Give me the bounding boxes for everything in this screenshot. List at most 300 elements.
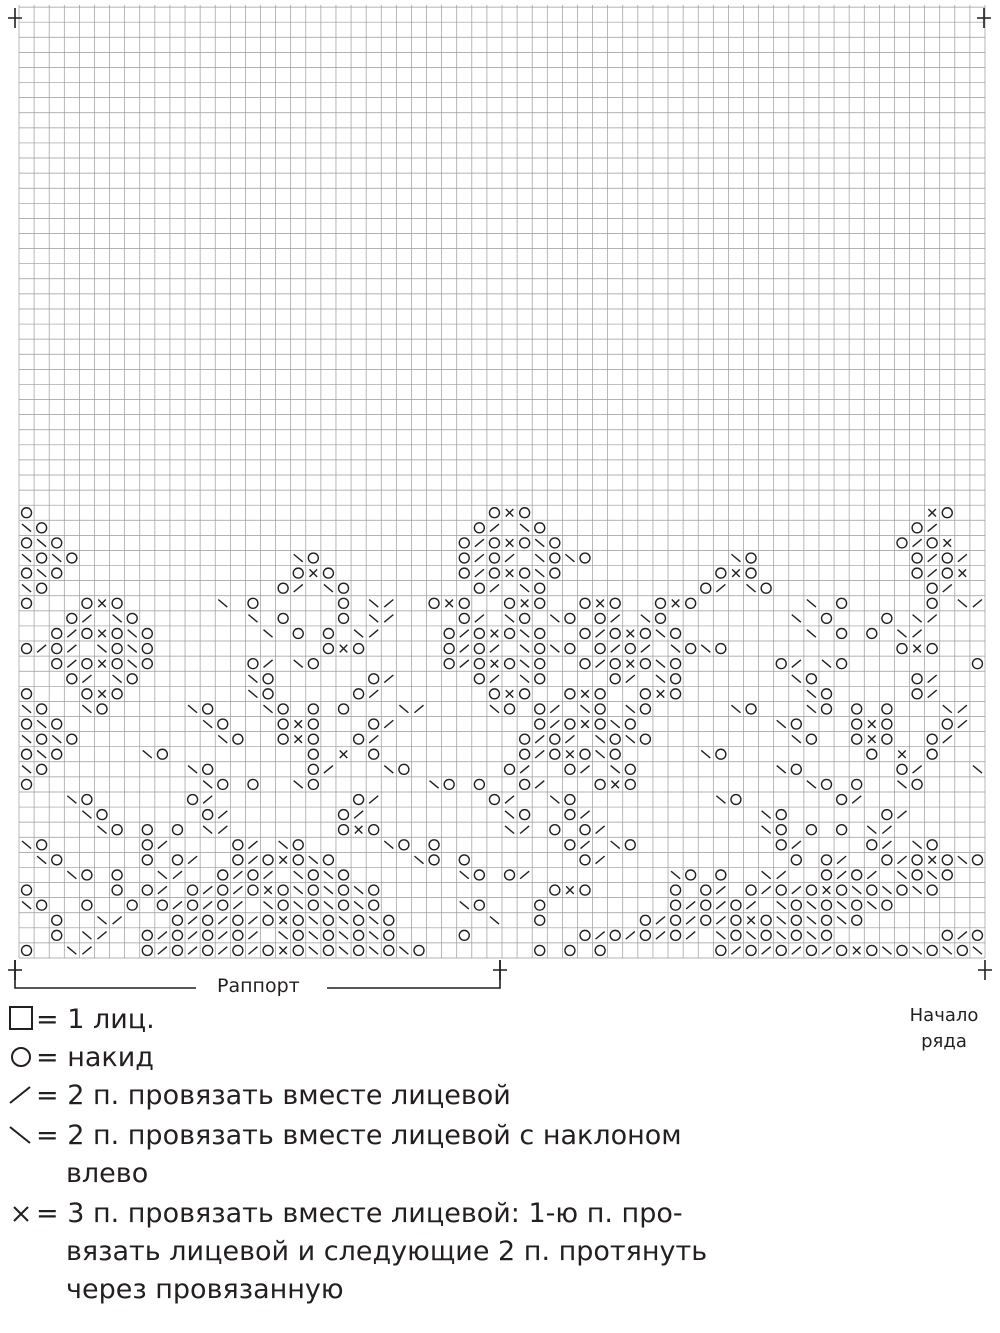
k2tog-left-mark bbox=[188, 766, 197, 774]
k2tog-left-mark bbox=[128, 630, 137, 638]
k3tog-mark bbox=[264, 886, 272, 894]
k2tog-mark bbox=[384, 720, 393, 728]
yarn-over-mark bbox=[323, 855, 333, 865]
k2tog-left-mark bbox=[913, 841, 922, 849]
k2tog-mark bbox=[882, 826, 891, 834]
k2tog-mark bbox=[67, 660, 76, 668]
k2tog-mark bbox=[837, 871, 846, 879]
k2tog-left-mark bbox=[414, 856, 423, 864]
yarn-over-mark bbox=[565, 689, 575, 699]
yarn-over-mark bbox=[218, 900, 228, 910]
yarn-over-mark bbox=[535, 945, 545, 955]
k3tog-mark bbox=[279, 916, 287, 924]
yarn-over-mark bbox=[716, 568, 726, 578]
yarn-over-mark bbox=[927, 945, 937, 955]
legend-text-x: = 3 п. провязать вместе лицевой: 1-ю п. про- bbox=[36, 1198, 683, 1229]
yarn-over-mark bbox=[429, 598, 439, 608]
yarn-over-mark bbox=[852, 704, 862, 714]
k2tog-left-mark bbox=[777, 916, 786, 924]
yarn-over-mark bbox=[822, 915, 832, 925]
yarn-over-mark bbox=[112, 885, 122, 895]
yarn-over-mark bbox=[142, 659, 152, 669]
rapport-label: Раппорт bbox=[217, 975, 300, 997]
yarn-over-mark bbox=[806, 825, 816, 835]
k2tog-left-mark bbox=[97, 916, 106, 924]
k2tog-left-mark bbox=[958, 600, 967, 608]
k2tog-mark bbox=[490, 675, 499, 683]
k2tog-mark bbox=[611, 645, 620, 653]
k3tog-mark bbox=[868, 720, 876, 728]
k2tog-left-mark bbox=[656, 675, 665, 683]
k2tog-mark bbox=[716, 901, 725, 909]
yarn-over-mark bbox=[565, 840, 575, 850]
yarn-over-mark bbox=[127, 613, 137, 623]
yarn-over-mark bbox=[308, 719, 318, 729]
yarn-over-mark bbox=[444, 659, 454, 669]
yarn-over-mark bbox=[897, 885, 907, 895]
k2tog-left-mark bbox=[128, 645, 137, 653]
yarn-over-mark bbox=[142, 825, 152, 835]
k2tog-mark bbox=[882, 841, 891, 849]
k2tog-left-mark bbox=[777, 901, 786, 909]
yarn-over-mark bbox=[640, 930, 650, 940]
yarn-over-mark bbox=[610, 659, 620, 669]
k2tog-mark bbox=[475, 539, 484, 547]
yarn-over-mark bbox=[535, 719, 545, 729]
yarn-over-mark bbox=[142, 629, 152, 639]
yarn-over-mark bbox=[852, 734, 862, 744]
yarn-over-mark bbox=[942, 719, 952, 729]
k2tog-mark bbox=[958, 720, 967, 728]
yarn-over-mark bbox=[580, 825, 590, 835]
k2tog-left-mark bbox=[22, 841, 31, 849]
yarn-over-mark bbox=[610, 749, 620, 759]
yarn-over-mark bbox=[369, 825, 379, 835]
k2tog-left-mark bbox=[67, 871, 76, 879]
yarn-over-mark bbox=[142, 930, 152, 940]
yarn-over-mark bbox=[580, 629, 590, 639]
k2tog-left-mark bbox=[309, 932, 318, 940]
k2tog-left-mark bbox=[324, 901, 333, 909]
yarn-over-mark bbox=[263, 674, 273, 684]
yarn-over-mark bbox=[897, 644, 907, 654]
k2tog-mark bbox=[596, 932, 605, 940]
yarn-over-mark bbox=[912, 523, 922, 533]
k2tog-mark bbox=[460, 645, 469, 653]
k2tog-mark bbox=[550, 720, 559, 728]
yarn-over-mark bbox=[459, 538, 469, 548]
k2tog-mark bbox=[716, 886, 725, 894]
yarn-over-mark bbox=[459, 930, 469, 940]
yarn-over-mark bbox=[912, 568, 922, 578]
k2tog-mark bbox=[716, 584, 725, 592]
k2tog-mark bbox=[158, 932, 167, 940]
yarn-over-mark bbox=[52, 644, 62, 654]
k2tog-left-mark bbox=[294, 871, 303, 879]
yarn-over-mark bbox=[52, 855, 62, 865]
k2tog-mark bbox=[792, 886, 801, 894]
yarn-over-mark bbox=[429, 855, 439, 865]
yarn-over-mark bbox=[746, 568, 756, 578]
yarn-over-mark bbox=[671, 900, 681, 910]
yarn-over-mark bbox=[369, 749, 379, 759]
legend-circle bbox=[8, 1039, 154, 1077]
k2tog-left-mark bbox=[309, 947, 318, 955]
k3tog-mark bbox=[913, 645, 921, 653]
yarn-over-mark bbox=[278, 719, 288, 729]
k2tog-mark bbox=[248, 947, 257, 955]
yarn-over-mark bbox=[188, 795, 198, 805]
k2tog-left-mark bbox=[113, 675, 122, 683]
k2tog-mark bbox=[580, 766, 589, 774]
k2tog-mark bbox=[897, 856, 906, 864]
yarn-over-mark bbox=[520, 749, 530, 759]
yarn-over-mark bbox=[852, 719, 862, 729]
k3tog-mark bbox=[823, 886, 831, 894]
yarn-over-mark bbox=[942, 930, 952, 940]
yarn-over-mark bbox=[474, 674, 484, 684]
k2tog-left-mark bbox=[113, 615, 122, 623]
yarn-over-mark bbox=[112, 825, 122, 835]
legend-text-circle: = накид bbox=[36, 1042, 154, 1073]
k2tog-left-mark bbox=[837, 916, 846, 924]
k2tog-left-mark bbox=[807, 600, 816, 608]
k2tog-left-mark bbox=[520, 645, 529, 653]
k2tog-left-mark bbox=[324, 886, 333, 894]
yarn-over-mark bbox=[52, 659, 62, 669]
yarn-over-mark bbox=[37, 764, 47, 774]
k2tog-mark bbox=[686, 932, 695, 940]
yarn-over-mark bbox=[882, 719, 892, 729]
yarn-over-mark bbox=[882, 810, 892, 820]
yarn-over-mark bbox=[203, 704, 213, 714]
k2tog-mark bbox=[792, 660, 801, 668]
yarn-over-mark bbox=[82, 598, 92, 608]
k2tog-left-mark bbox=[264, 901, 273, 909]
yarn-over-mark bbox=[22, 598, 32, 608]
chart-grid bbox=[19, 5, 985, 958]
k2tog-left-mark bbox=[822, 660, 831, 668]
k3tog-mark bbox=[355, 826, 363, 834]
k2tog-mark bbox=[264, 660, 273, 668]
yarn-over-mark bbox=[474, 644, 484, 654]
yarn-over-mark bbox=[233, 855, 243, 865]
k2tog-mark bbox=[218, 811, 227, 819]
k3tog-mark bbox=[340, 645, 348, 653]
k2tog-left-mark bbox=[67, 947, 76, 955]
k2tog-mark bbox=[837, 856, 846, 864]
k2tog-left-mark bbox=[852, 886, 861, 894]
yarn-over-mark bbox=[580, 930, 590, 940]
k2tog-left-mark bbox=[369, 947, 378, 955]
slash-icon bbox=[8, 1081, 34, 1107]
yarn-over-mark bbox=[203, 810, 213, 820]
yarn-over-mark bbox=[308, 779, 318, 789]
yarn-over-mark bbox=[248, 779, 258, 789]
yarn-over-mark bbox=[580, 553, 590, 563]
k2tog-left-mark bbox=[37, 569, 46, 577]
k2tog-left-mark bbox=[520, 584, 529, 592]
yarn-over-mark bbox=[489, 568, 499, 578]
yarn-over-mark bbox=[323, 930, 333, 940]
yarn-over-mark bbox=[822, 779, 832, 789]
yarn-over-mark bbox=[535, 598, 545, 608]
yarn-over-mark bbox=[972, 659, 982, 669]
yarn-over-mark bbox=[459, 568, 469, 578]
yarn-over-mark bbox=[278, 613, 288, 623]
yarn-over-mark bbox=[173, 930, 183, 940]
k2tog-mark bbox=[490, 524, 499, 532]
yarn-over-mark bbox=[942, 855, 952, 865]
yarn-over-mark bbox=[278, 885, 288, 895]
yarn-over-mark bbox=[354, 795, 364, 805]
yarn-over-mark bbox=[535, 674, 545, 684]
yarn-over-mark bbox=[927, 885, 937, 895]
k2tog-mark bbox=[747, 901, 756, 909]
yarn-over-mark bbox=[263, 915, 273, 925]
yarn-over-mark bbox=[278, 734, 288, 744]
k2tog-left-mark bbox=[279, 932, 288, 940]
k2tog-left-mark bbox=[973, 947, 982, 955]
k2tog-left-mark bbox=[384, 841, 393, 849]
legend-slash bbox=[8, 1077, 511, 1115]
yarn-over-mark bbox=[701, 900, 711, 910]
k2tog-mark bbox=[852, 796, 861, 804]
yarn-over-mark bbox=[565, 945, 575, 955]
yarn-over-mark bbox=[323, 644, 333, 654]
yarn-over-mark bbox=[218, 779, 228, 789]
yarn-over-mark bbox=[565, 810, 575, 820]
k2tog-mark bbox=[596, 660, 605, 668]
yarn-over-mark bbox=[22, 749, 32, 759]
yarn-over-mark bbox=[52, 719, 62, 729]
yarn-over-mark bbox=[142, 855, 152, 865]
k2tog-left-mark bbox=[777, 720, 786, 728]
yarn-over-mark bbox=[625, 840, 635, 850]
yarn-over-mark bbox=[474, 629, 484, 639]
k3tog-mark bbox=[596, 600, 604, 608]
yarn-over-mark bbox=[369, 719, 379, 729]
yarn-over-mark bbox=[339, 583, 349, 593]
yarn-over-mark bbox=[927, 598, 937, 608]
yarn-over-mark bbox=[837, 825, 847, 835]
yarn-over-mark bbox=[263, 945, 273, 955]
yarn-over-mark bbox=[429, 840, 439, 850]
yarn-over-mark bbox=[37, 900, 47, 910]
yarn-over-mark bbox=[248, 885, 258, 895]
yarn-over-mark bbox=[459, 553, 469, 563]
yarn-over-mark bbox=[746, 553, 756, 563]
yarn-over-mark bbox=[867, 749, 877, 759]
k2tog-left-mark bbox=[264, 630, 273, 638]
yarn-over-mark bbox=[716, 945, 726, 955]
yarn-over-mark bbox=[595, 613, 605, 623]
yarn-over-mark bbox=[912, 689, 922, 699]
k2tog-left-mark bbox=[203, 720, 212, 728]
yarn-over-mark bbox=[867, 885, 877, 895]
yarn-over-mark bbox=[82, 659, 92, 669]
k2tog-mark bbox=[913, 766, 922, 774]
k3tog-mark bbox=[491, 630, 499, 638]
k3tog-mark bbox=[506, 690, 514, 698]
yarn-over-mark bbox=[520, 779, 530, 789]
yarn-over-mark bbox=[369, 900, 379, 910]
k2tog-mark bbox=[505, 796, 514, 804]
k2tog-left-mark bbox=[671, 871, 680, 879]
yarn-over-mark bbox=[52, 930, 62, 940]
k2tog-left-mark bbox=[203, 781, 212, 789]
yarn-over-mark bbox=[520, 508, 530, 518]
yarn-over-mark bbox=[882, 704, 892, 714]
k2tog-left-mark bbox=[913, 947, 922, 955]
yarn-over-mark bbox=[308, 749, 318, 759]
k2tog-mark bbox=[188, 856, 197, 864]
k2tog-left-mark bbox=[82, 811, 91, 819]
yarn-over-mark bbox=[837, 795, 847, 805]
yarn-over-mark bbox=[489, 689, 499, 699]
k2tog-left-mark bbox=[339, 932, 348, 940]
yarn-over-mark bbox=[142, 945, 152, 955]
yarn-over-mark bbox=[912, 674, 922, 684]
yarn-over-mark bbox=[22, 538, 32, 548]
yarn-over-mark bbox=[882, 900, 892, 910]
k3tog-mark bbox=[732, 569, 740, 577]
yarn-over-mark bbox=[912, 870, 922, 880]
yarn-over-mark bbox=[671, 629, 681, 639]
yarn-over-mark bbox=[671, 674, 681, 684]
yarn-over-mark bbox=[308, 870, 318, 880]
yarn-over-mark bbox=[489, 553, 499, 563]
k2tog-left-mark bbox=[248, 690, 257, 698]
k2tog-mark bbox=[958, 932, 967, 940]
yarn-over-mark bbox=[731, 930, 741, 940]
k2tog-mark bbox=[928, 524, 937, 532]
yarn-over-mark bbox=[791, 719, 801, 729]
yarn-over-mark bbox=[233, 734, 243, 744]
k3tog-mark bbox=[98, 630, 106, 638]
row-start-line2: ряда bbox=[921, 1031, 967, 1052]
k2tog-left-mark bbox=[731, 705, 740, 713]
yarn-over-mark bbox=[82, 900, 92, 910]
yarn-over-mark bbox=[686, 870, 696, 880]
yarn-over-mark bbox=[323, 629, 333, 639]
yarn-over-mark bbox=[897, 945, 907, 955]
k2tog-left-mark bbox=[550, 796, 559, 804]
k2tog-mark bbox=[188, 947, 197, 955]
yarn-over-mark bbox=[837, 598, 847, 608]
k2tog-left-mark bbox=[490, 916, 499, 924]
yarn-over-mark bbox=[82, 689, 92, 699]
yarn-over-mark bbox=[942, 870, 952, 880]
yarn-over-mark bbox=[942, 568, 952, 578]
k2tog-mark bbox=[158, 886, 167, 894]
k2tog-mark bbox=[67, 630, 76, 638]
chart-markers bbox=[8, 8, 992, 988]
k2tog-left-mark bbox=[460, 871, 469, 879]
yarn-over-mark bbox=[263, 855, 273, 865]
k2tog-mark bbox=[928, 554, 937, 562]
row-start-label bbox=[898, 1003, 990, 1055]
yarn-over-mark bbox=[37, 704, 47, 714]
yarn-over-mark bbox=[671, 915, 681, 925]
k2tog-mark bbox=[762, 886, 771, 894]
yarn-over-mark bbox=[384, 945, 394, 955]
k2tog-left-mark bbox=[656, 660, 665, 668]
yarn-over-mark bbox=[37, 734, 47, 744]
yarn-over-mark bbox=[595, 779, 605, 789]
row-start-mark bbox=[978, 960, 992, 980]
yarn-over-mark bbox=[822, 704, 832, 714]
k2tog-left-mark bbox=[384, 766, 393, 774]
yarn-over-mark bbox=[972, 855, 982, 865]
k2tog-left-mark bbox=[82, 932, 91, 940]
k2tog-left-mark bbox=[354, 901, 363, 909]
yarn-over-mark bbox=[837, 945, 847, 955]
yarn-over-mark bbox=[203, 764, 213, 774]
k2tog-left-mark bbox=[701, 750, 710, 758]
k3tog-mark bbox=[868, 735, 876, 743]
yarn-over-mark bbox=[520, 613, 530, 623]
k2tog-left-mark bbox=[611, 766, 620, 774]
yarn-over-mark bbox=[882, 613, 892, 623]
yarn-over-mark bbox=[550, 553, 560, 563]
yarn-over-mark bbox=[837, 629, 847, 639]
k2tog-mark bbox=[686, 901, 695, 909]
yarn-over-mark bbox=[776, 885, 786, 895]
k2tog-left-mark bbox=[354, 630, 363, 638]
yarn-over-mark bbox=[640, 734, 650, 744]
yarn-over-mark bbox=[308, 553, 318, 563]
k3tog-mark bbox=[898, 750, 906, 758]
yarn-over-mark bbox=[882, 734, 892, 744]
yarn-over-mark bbox=[22, 945, 32, 955]
yarn-over-mark bbox=[520, 568, 530, 578]
yarn-over-mark bbox=[308, 659, 318, 669]
k3tog-mark bbox=[98, 600, 106, 608]
yarn-over-mark bbox=[127, 674, 137, 684]
legend-text-square: = 1 лиц. bbox=[36, 1004, 155, 1035]
yarn-over-mark bbox=[67, 613, 77, 623]
yarn-over-mark bbox=[248, 598, 258, 608]
yarn-over-mark bbox=[701, 885, 711, 895]
yarn-over-mark bbox=[535, 583, 545, 593]
k2tog-mark bbox=[913, 539, 922, 547]
k2tog-left-mark bbox=[897, 781, 906, 789]
k3tog-mark bbox=[279, 856, 287, 864]
k2tog-left-mark bbox=[67, 796, 76, 804]
corner-mark-top-right bbox=[977, 8, 991, 28]
yarn-over-mark bbox=[22, 779, 32, 789]
k3tog-mark bbox=[943, 539, 951, 547]
yarn-over-mark bbox=[671, 885, 681, 895]
yarn-over-mark bbox=[671, 930, 681, 940]
yarn-over-mark bbox=[203, 915, 213, 925]
yarn-over-mark bbox=[354, 930, 364, 940]
legend-backslash-cont: влево bbox=[66, 1158, 149, 1189]
k2tog-mark bbox=[248, 932, 257, 940]
k2tog-left-mark bbox=[22, 735, 31, 743]
yarn-over-mark bbox=[112, 659, 122, 669]
k2tog-left-mark bbox=[611, 841, 620, 849]
k2tog-mark bbox=[82, 675, 91, 683]
k2tog-left-mark bbox=[203, 826, 212, 834]
k2tog-mark bbox=[203, 796, 212, 804]
k2tog-mark bbox=[475, 569, 484, 577]
yarn-over-mark bbox=[22, 568, 32, 578]
legend-square bbox=[8, 1001, 155, 1039]
yarn-over-mark bbox=[354, 945, 364, 955]
k2tog-left-mark bbox=[867, 826, 876, 834]
